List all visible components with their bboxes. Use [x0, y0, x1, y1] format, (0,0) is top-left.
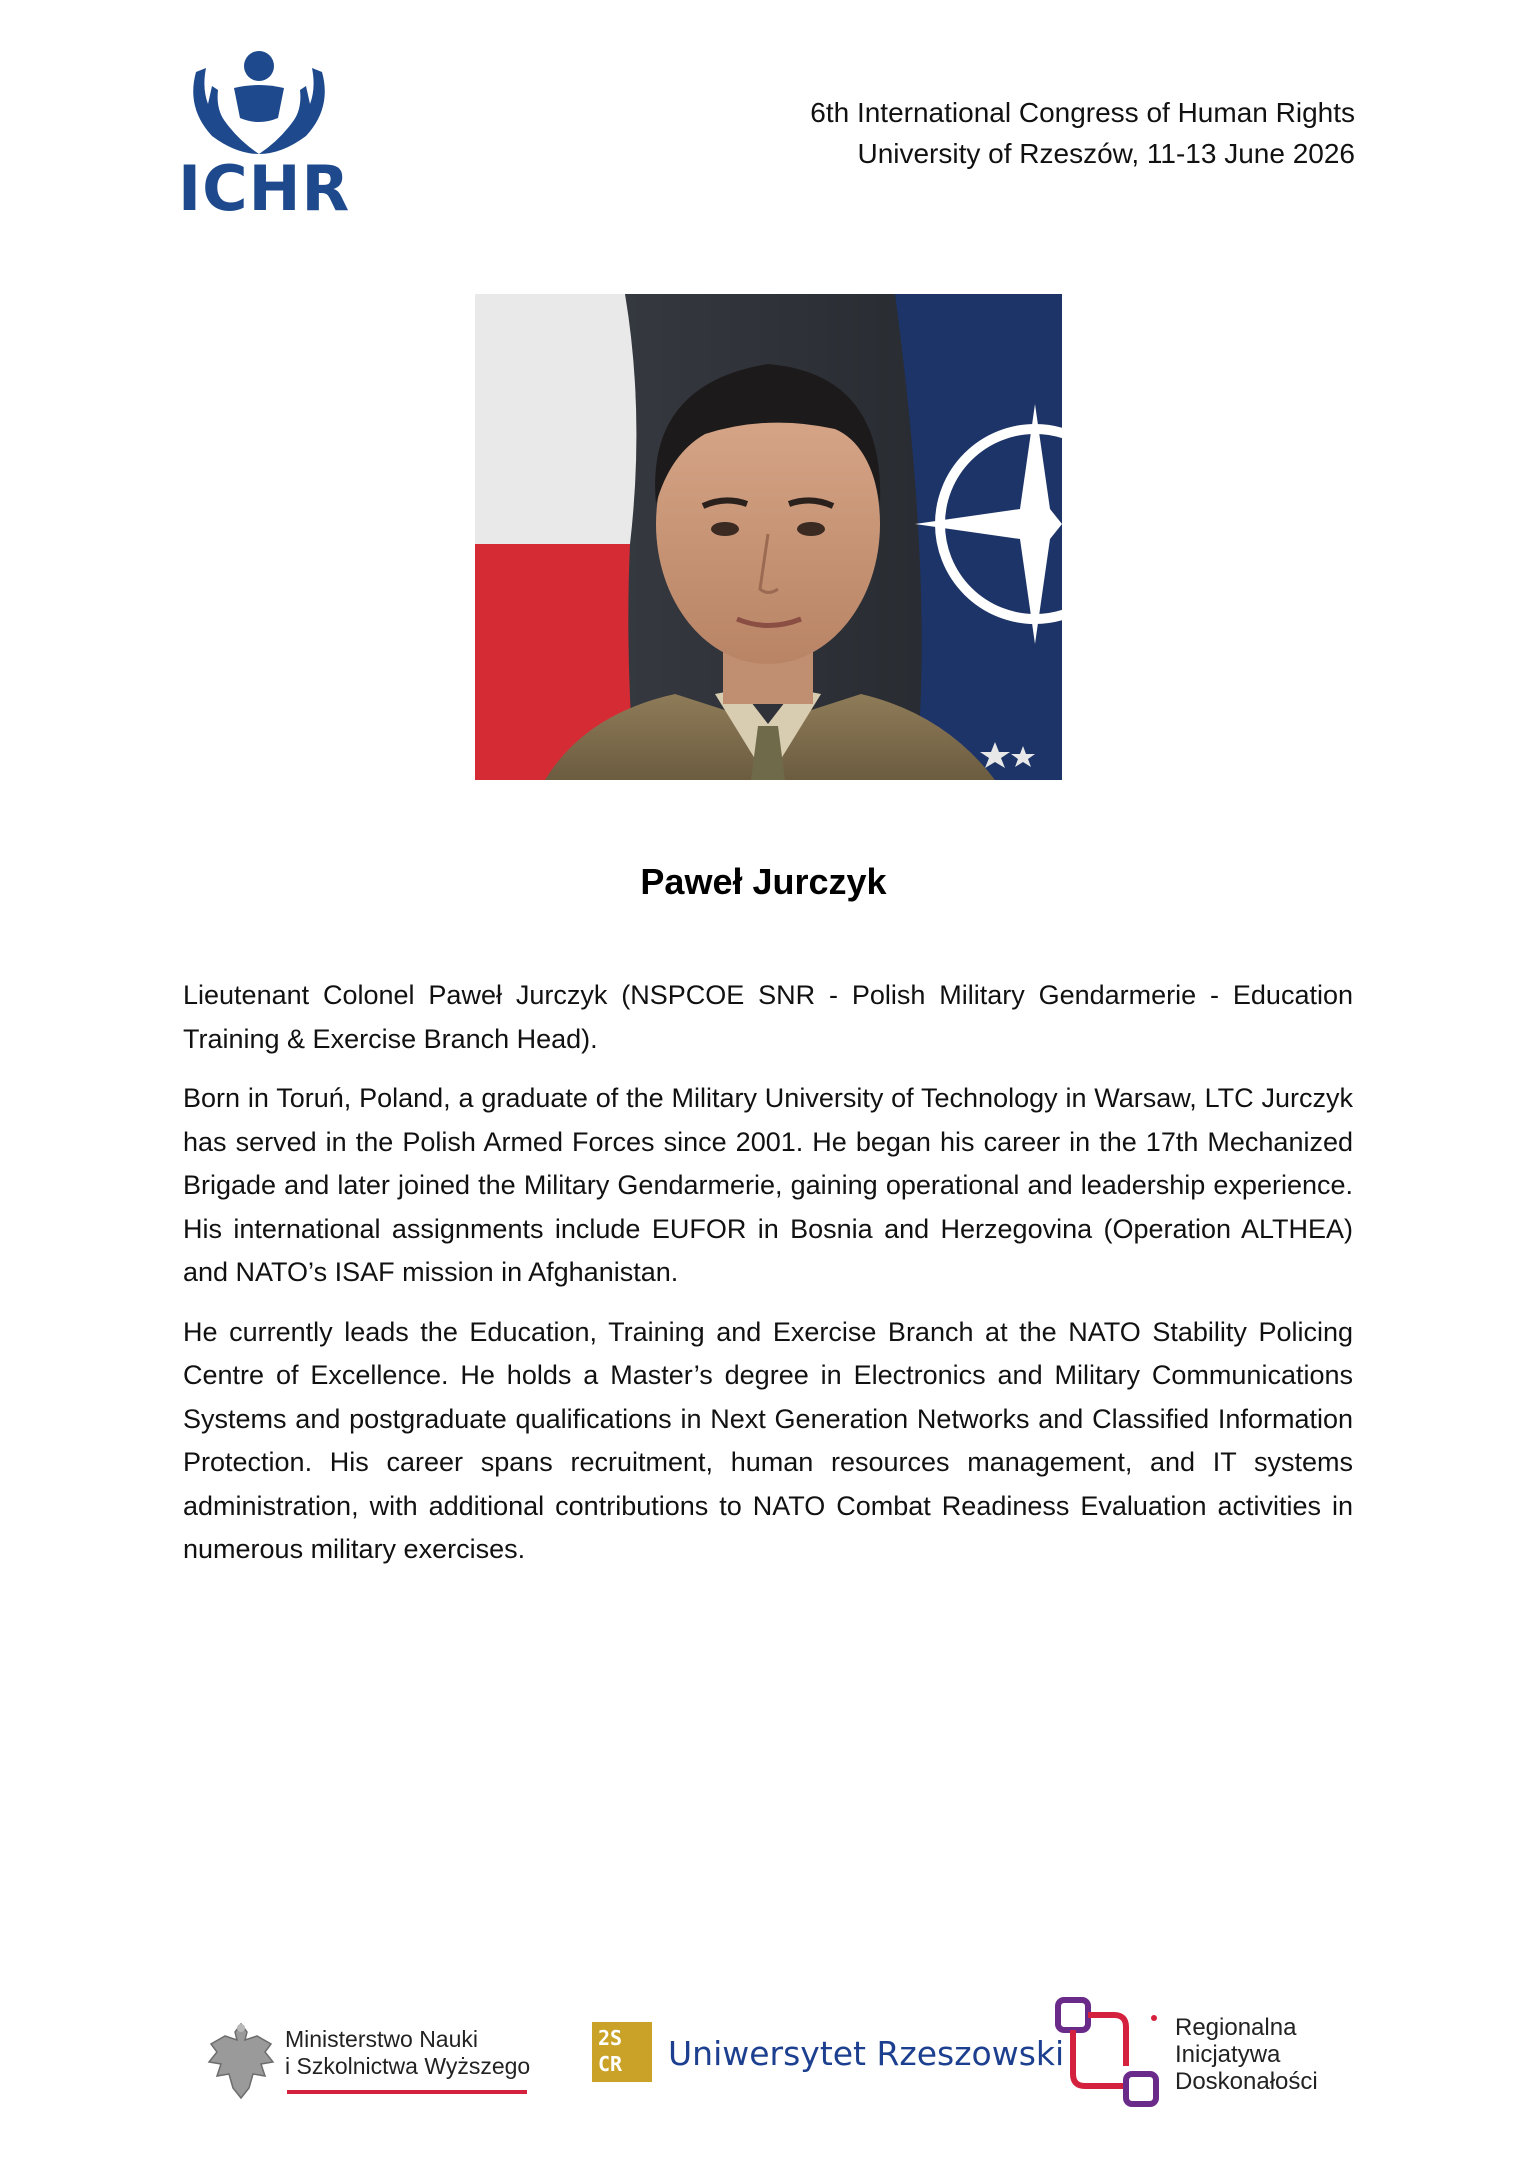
rid-name-line2: Inicjatywa — [1175, 2041, 1281, 2068]
university-name: Uniwersytet Rzeszowski — [668, 2034, 1065, 2073]
congress-title: 6th International Congress of Human Rights — [810, 97, 1355, 128]
ministry-name-line1: Ministerstwo Nauki — [285, 2026, 478, 2052]
speaker-biography — [183, 974, 1353, 1588]
bio-paragraph: Born in Toruń, Poland, a graduate of the Military University of Technology in Warsaw, LTC Jurczyk has served in the Polish Armed Forces since 2001. He began his career in the 17th Mechanized Brigade and later joined the Military Gendarmerie, gaining operational and leadership experience. His international assignments include EUFOR in Bosnia and Herzegovina (Operation ALTHEA) and NATO’s ISAF mission in Afghanistan. — [183, 1083, 1353, 1287]
bio-paragraph: He currently leads the Education, Training and Exercise Branch at the NATO Stability Policing Centre of Excellence. He holds a Master’s degree in Electronics and Military Communications Systems and postgraduate qualifications in Next Generation Networks and Classified Information Protection. His career spans recruitment, human resources management, and IT systems administration, with additional contributions to NATO Combat Readiness Evaluation activities in numerous military exercises. — [183, 1316, 1353, 1564]
ichr-logo-text: ICHR — [178, 152, 351, 225]
rid-name — [1175, 2014, 1318, 2095]
university-logo — [592, 2022, 1065, 2092]
ministry-name-line2: i Szkolnictwa Wyższego — [285, 2053, 531, 2079]
bio-paragraph: Lieutenant Colonel Paweł Jurczyk (NSPCOE SNR - Polish Military Gendarmerie - Education Training & Exercise Branch Head). — [183, 980, 1353, 1054]
congress-venue-date: University of Rzeszów, 11-13 June 2026 — [857, 138, 1355, 169]
rid-name-line1: Regionalna — [1175, 2014, 1297, 2041]
ichr-logo — [178, 48, 351, 225]
ministry-red-line — [287, 2090, 527, 2094]
rid-logo — [1054, 1996, 1354, 2116]
ministry-logo — [205, 2018, 535, 2104]
rid-logo-icon — [1054, 1996, 1174, 2116]
speaker-portrait — [475, 294, 1062, 780]
university-mark-icon: 2S CR — [592, 2022, 652, 2082]
polish-eagle-icon — [205, 2018, 277, 2104]
speaker-name: Paweł Jurczyk — [640, 861, 887, 902]
ministry-name — [285, 2026, 530, 2080]
portrait-image — [475, 294, 1062, 780]
congress-header — [810, 92, 1355, 174]
ichr-hands-figure-icon — [178, 48, 340, 160]
rid-name-line3: Doskonałości — [1175, 2068, 1318, 2095]
